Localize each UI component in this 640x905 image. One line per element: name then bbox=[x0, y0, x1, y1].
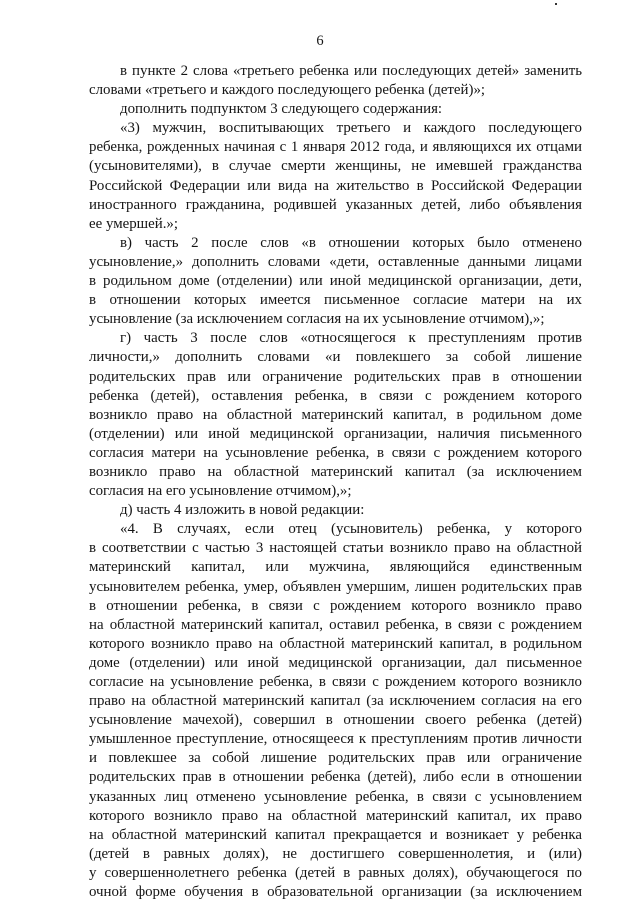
text-line: Российской Федерации или вида на жительство в Российской Федерации bbox=[89, 177, 582, 194]
text-line: у совершеннолетнего ребенка (детей в равных долях), обучающегося по bbox=[89, 864, 582, 881]
paragraph-first-line: в) часть 2 после слов «в отношении которых было отменено bbox=[120, 234, 582, 251]
text-line: на областной материнский капитал прекращается и возникает у ребенка bbox=[89, 826, 582, 843]
text-line: усыновление,» дополнить словами «дети, оставленные данными лицами bbox=[89, 253, 582, 270]
text-line: родительских прав или ограничение родительских прав в отношении bbox=[89, 368, 582, 385]
text-line: возникло право на областной материнский капитал (за исключением bbox=[89, 463, 582, 480]
text-line: ее умершей.»; bbox=[89, 215, 179, 232]
paragraph-first-line: д) часть 4 изложить в новой редакции: bbox=[120, 502, 365, 519]
text-line: (усыновителями), в случае смерти женщины, не имевшей гражданства bbox=[89, 158, 582, 175]
scan-speck bbox=[555, 3, 557, 5]
paragraph-first-line: в пункте 2 слова «третьего ребенка или последующих детей» заменить bbox=[120, 63, 582, 79]
text-line: согласие на усыновление ребенка, в связи с рождением которого возникло bbox=[89, 674, 582, 690]
text-line: умышленное преступление, относящееся к преступлениям против личности bbox=[89, 731, 582, 748]
text-line: указанных лиц отменено усыновление ребенка, в связи с усыновлением bbox=[89, 788, 582, 805]
text-line: согласия матери на усыновление ребенка, в связи с рождением которого bbox=[89, 444, 582, 461]
text-line: которого возникло право на областной материнский капитал, их право bbox=[89, 807, 582, 824]
text-line: ребенка, рожденных начиная с 1 января 2012 года, и являющихся их отцами bbox=[89, 139, 582, 156]
text-line: в отношении ребенка, в связи с рождением которого возникло право bbox=[89, 597, 582, 614]
text-line: согласия на его усыновление отчимом),»; bbox=[89, 483, 352, 500]
text-line: в родильном доме (отделении) или иной медицинской организации, дети, bbox=[89, 273, 582, 290]
text-line: и повлекшее за собой лишение родительских прав или ограничение bbox=[89, 750, 582, 767]
text-line: возникло право на областной материнский капитал, в родильном доме bbox=[89, 406, 582, 423]
text-line: (отделении) или иной медицинской организации, наличия письменного bbox=[89, 425, 582, 442]
text-line: усыновление (за исключением согласия на их усыновление отчимом),»; bbox=[89, 311, 545, 328]
paragraph-first-line: «4. В случаях, если отец (усыновитель) ребенка, у которого bbox=[120, 521, 582, 538]
text-line: иностранного гражданина, родившей указанных детей, либо объявления bbox=[89, 196, 582, 213]
text-line: в отношении которых имеется письменное согласие матери на их bbox=[89, 292, 582, 309]
text-line: очной форме обучения в образовательной организации (за исключением bbox=[89, 884, 582, 901]
text-line: усыновителем ребенка, умер, объявлен умершим, лишен родительских прав bbox=[89, 578, 582, 595]
text-line: (детей в равных долях), не достигшего совершеннолетия, и (или) bbox=[89, 845, 582, 862]
paragraph-first-line: г) часть 3 после слов «относящегося к преступлениям против bbox=[120, 330, 582, 347]
text-line: ребенка (детей), оставления ребенка, в связи с рождением которого bbox=[89, 387, 582, 404]
page-number: 6 bbox=[316, 33, 324, 49]
text-line: право на областной материнский капитал (за исключением согласия на его bbox=[89, 693, 582, 710]
text-line: доме (отделении) или иной медицинской организации, дал письменное bbox=[89, 654, 582, 671]
text-line: личности,» дополнить словами «и повлекшего за собой лишение bbox=[89, 349, 582, 366]
text-line: материнский капитал, или мужчина, являющийся единственным bbox=[89, 559, 582, 576]
document-body bbox=[89, 62, 582, 902]
text-line: словами «третьего и каждого последующего ребенка (детей)»; bbox=[89, 82, 486, 99]
paragraph-first-line: дополнить подпунктом 3 следующего содержания: bbox=[120, 101, 443, 118]
text-line: которого возникло право на областной материнский капитал, в родильном bbox=[89, 635, 582, 652]
text-line: в соответствии с частью 3 настоящей статьи возникло право на областной bbox=[89, 540, 582, 557]
text-line: родительских прав в отношении ребенка (детей), либо если в отношении bbox=[89, 769, 582, 786]
text-line: на областной материнский капитал, оставил ребенка, в связи с рождением bbox=[89, 616, 582, 633]
text-line: усыновление мачехой), совершил в отношении своего ребенка (детей) bbox=[89, 712, 582, 729]
paragraph-first-line: «3) мужчин, воспитывающих третьего и каждого последующего bbox=[120, 120, 582, 137]
